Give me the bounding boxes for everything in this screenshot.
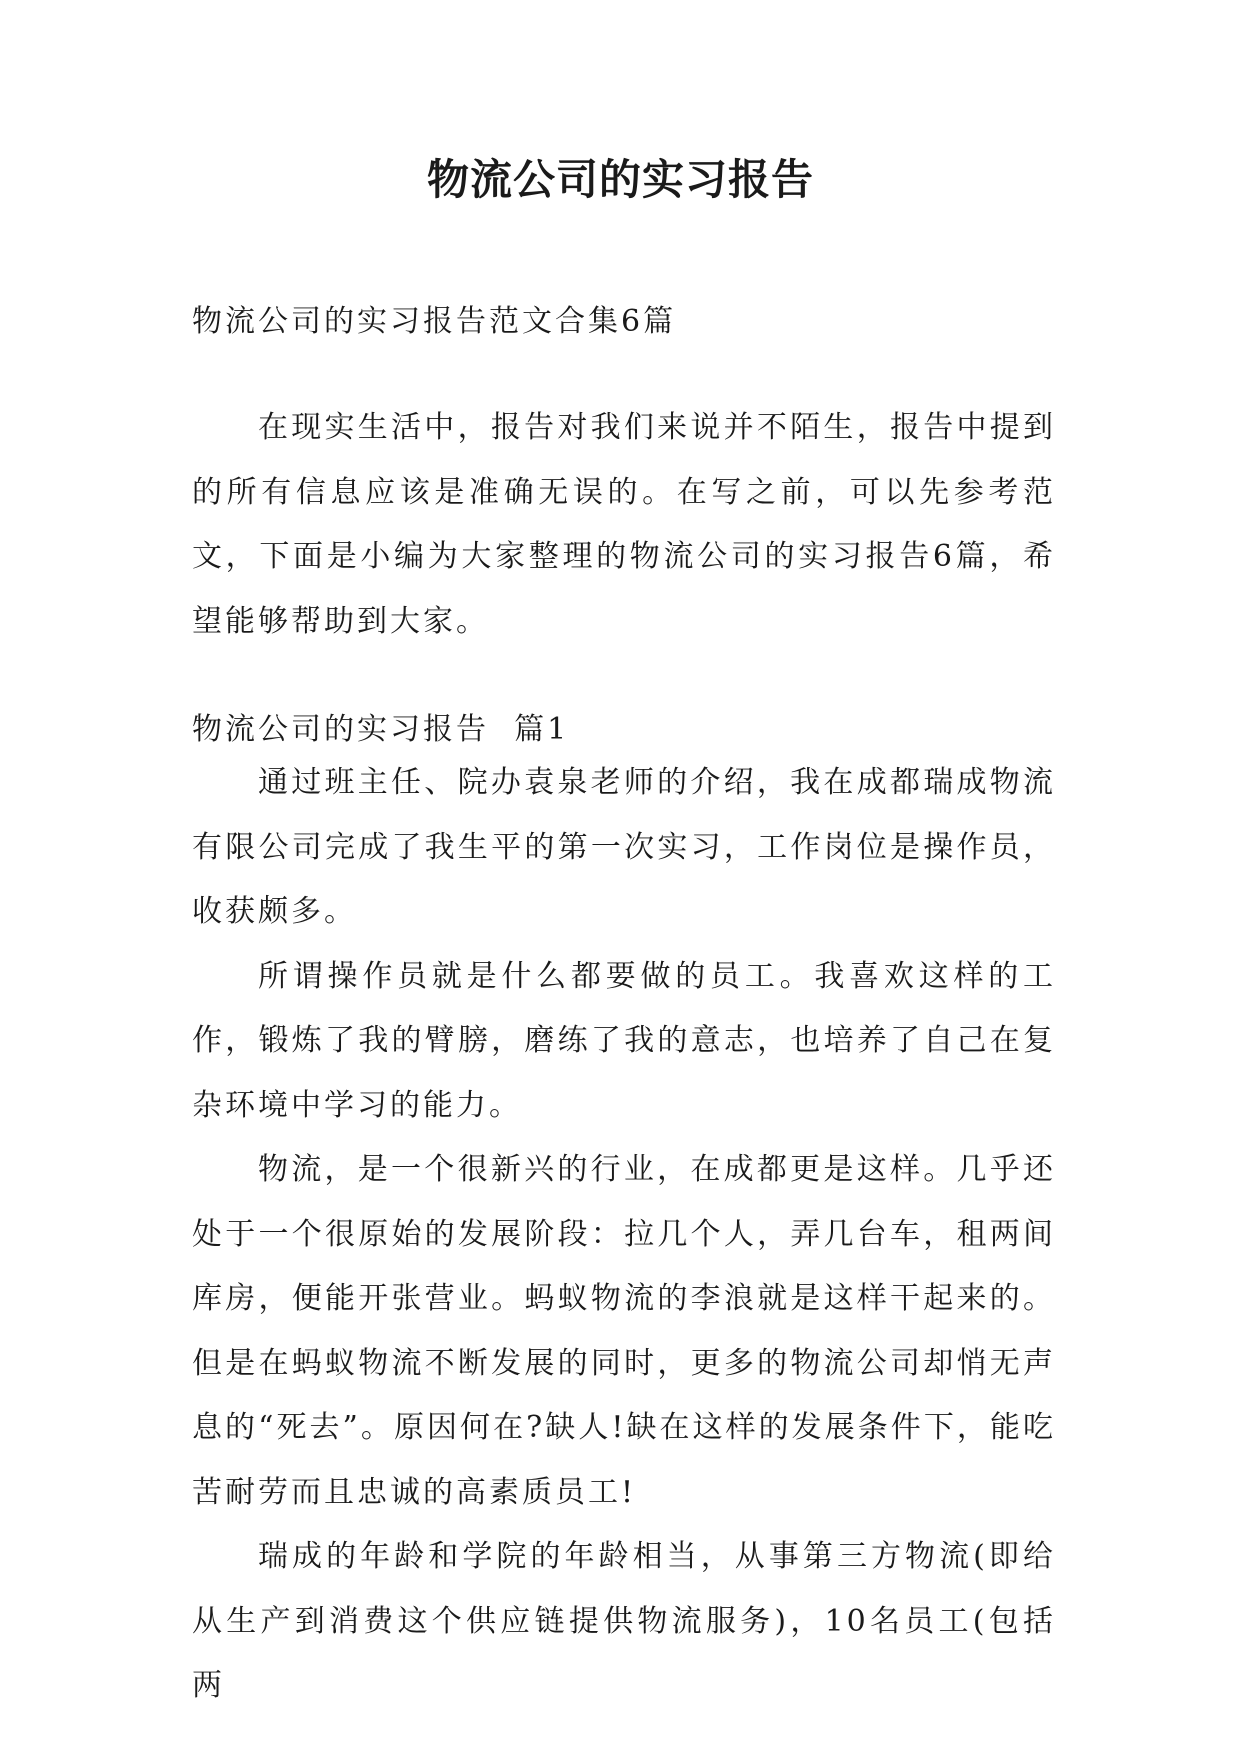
body-paragraph: 瑞成的年龄和学院的年龄相当，从事第三方物流(即给从生产到消费这个供应链提供物流服务)，10名员工(包括两 [192,1539,1056,1703]
document-title: 物流公司的实习报告 [426,155,814,204]
body-paragraph: 物流，是一个很新兴的行业，在成都更是这样。几乎还处于一个很原始的发展阶段：拉几个人，弄几台车，租两间库房，便能开张营业。蚂蚁物流的李浪就是这样干起来的。但是在蚂蚁物流不断发展的同时，更多的物流公司却悄无声息的“死去”。原因何在?缺人!缺在这样的发展条件下，能吃苦耐劳而且忠诚的高素质员工! [192,1152,1056,1510]
document-subtitle: 物流公司的实习报告范文合集6篇 [192,304,677,339]
body-paragraph: 所谓操作员就是什么都要做的员工。我喜欢这样的工作，锻炼了我的臂膀，磨练了我的意志，也培养了自己在复杂环境中学习的能力。 [192,958,1056,1123]
section-body [192,751,1056,1719]
intro-paragraph: 在现实生活中，报告对我们来说并不陌生，报告中提到的所有信息应该是准确无误的。在写之前，可以先参考范文，下面是小编为大家整理的物流公司的实习报告6篇，希望能够帮助到大家。 [192,410,1056,639]
body-paragraph: 通过班主任、院办袁泉老师的介绍，我在成都瑞成物流有限公司完成了我生平的第一次实习，工作岗位是操作员，收获颇多。 [192,765,1056,929]
section-heading: 物流公司的实习报告 篇1 [192,712,570,747]
